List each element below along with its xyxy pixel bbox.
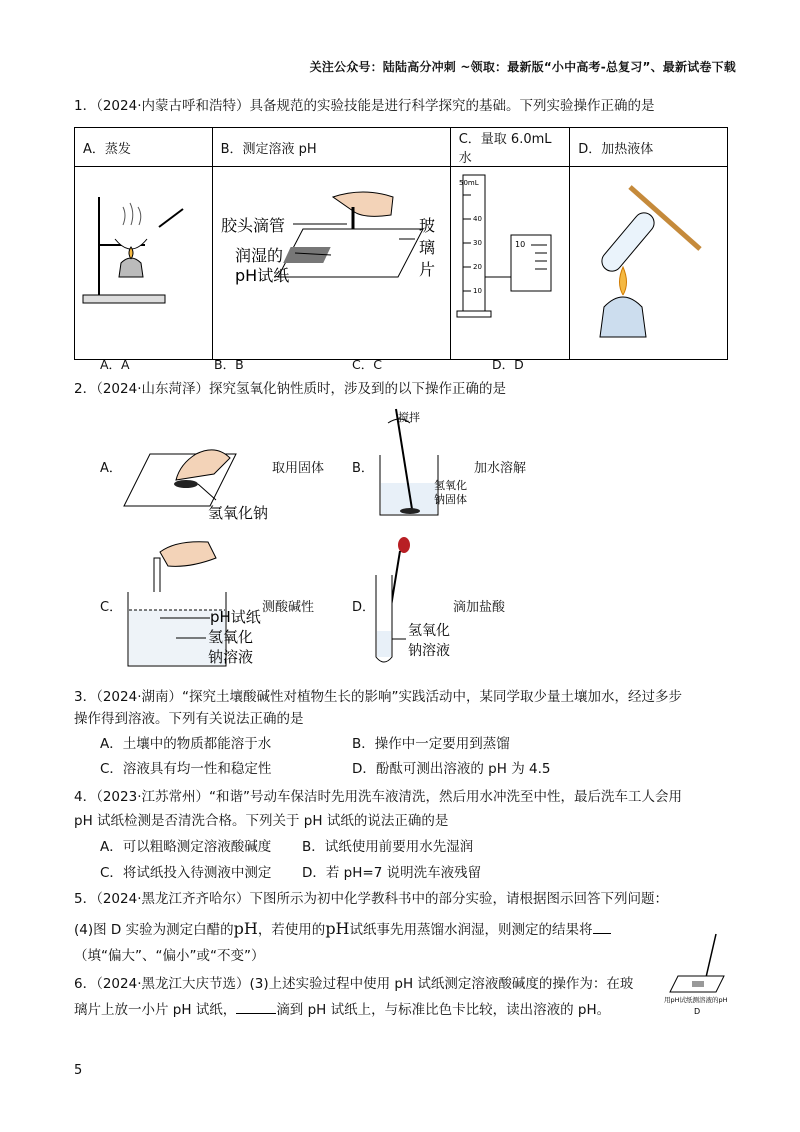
q1-figure-b: [212, 167, 450, 360]
cyl-mark-40: 40: [472, 215, 482, 223]
glass-label-3: 片: [418, 260, 435, 279]
ph-test-beaker-figure: [116, 532, 286, 672]
dissolve-beaker-figure: [366, 405, 476, 525]
wet-paper-label-2: pH试纸: [234, 266, 289, 285]
q1-answer-b[interactable]: B．B: [214, 357, 244, 372]
q1-stem: 1．（2024·内蒙古呼和浩特）具备规范的实验技能是进行科学探究的基础。下列实验操作正确的是: [74, 98, 655, 114]
q5-stem-line3: （填“偏大”、“偏小”或“不变”）: [74, 948, 265, 964]
q2b-label-2: 钠固体: [434, 493, 467, 506]
graduated-cylinder-icon: [451, 167, 569, 355]
q3-stem-line1: 3．（2024·湖南）“探究土壤酸碱性对植物生长的影响”实践活动中，某同学取少量土壤加水，经过多步: [74, 689, 682, 705]
evaporation-setup-icon: [75, 167, 211, 355]
q4-stem-line2: pH 试纸检测是否清洗合格。下列关于 pH 试纸的说法正确的是: [74, 813, 449, 829]
q2-letter-b[interactable]: B．: [352, 461, 374, 476]
q2a-label: 氢氧化钠: [208, 504, 269, 522]
q5-ph-2: pH: [325, 919, 350, 938]
q4-option-d[interactable]: D．若 pH=7 说明洗车液残留: [302, 865, 482, 881]
q4-stem-line1: 4．（2023·江苏常州）“和谐”号动车保洁时先用洗车液清洗，然后用水冲洗至中性，最后洗车工人会用: [74, 789, 682, 805]
q5-text-a: (4)图 D 实验为测定白醋的: [74, 922, 234, 938]
q1-figure-a: [75, 167, 213, 360]
q1-options-table: [74, 127, 728, 360]
q1-option-b: B．测定溶液 pH: [212, 128, 450, 167]
q1-answer-c[interactable]: C．C: [352, 357, 382, 372]
q5-text-c: 试纸事先用蒸馏水润湿，则测定的结果将: [349, 922, 593, 938]
fig-d-caption: 用pH试纸测溶液的pH: [664, 996, 728, 1004]
q2d-label-1: 氢氧化: [408, 623, 450, 639]
q5-stem-line1: 5．（2024·黑龙江齐齐哈尔）下图所示为初中化学教科书中的部分实验，请根据图示回答下列问题：: [74, 891, 668, 907]
fig-d-letter: D: [694, 1007, 701, 1016]
glass-label-2: 璃: [418, 238, 435, 257]
dropper-label: 胶头滴管: [220, 216, 285, 235]
q6-text-a: 璃片上放一小片 pH 试纸，: [74, 1002, 237, 1018]
q6-answer-blank[interactable]: [236, 1001, 276, 1014]
take-solid-figure: [120, 440, 290, 530]
q2-letter-c[interactable]: C．: [100, 600, 123, 615]
page-number: 5: [74, 1063, 83, 1078]
q5-stem-line2: [74, 918, 611, 941]
q2c-label-1: 氢氧化: [208, 628, 254, 646]
q1-answer-d[interactable]: D．D: [492, 357, 524, 372]
add-acid-tube-figure: [366, 535, 466, 670]
q2-caption-b: 加水溶解: [474, 461, 527, 476]
q2-caption-a: 取用固体: [272, 461, 325, 476]
q4-option-c[interactable]: C．将试纸投入待测液中测定: [100, 865, 272, 881]
heating-liquid-icon: [570, 167, 726, 355]
cyl-mark-50: 50mL: [458, 179, 479, 187]
q1-figure-c: [450, 167, 570, 360]
q1-option-d: D．加热液体: [570, 128, 728, 167]
q2c-label-2: 钠溶液: [208, 648, 254, 666]
q5-ph-1: pH: [233, 919, 258, 938]
q1-figure-d: [570, 167, 728, 360]
q5-text-b: ，若使用的: [257, 922, 326, 938]
q2-letter-a[interactable]: A．: [100, 461, 122, 476]
stir-label: 搅拌: [398, 411, 420, 424]
q1-answer-a[interactable]: A．A: [100, 357, 130, 372]
q2-letter-d[interactable]: D．: [352, 600, 376, 615]
glass-label-1: 玻: [418, 216, 435, 235]
ph-test-setup-icon: [213, 167, 449, 355]
cyl-mark-10: 10: [472, 287, 482, 295]
q1-option-c: C．量取 6.0mL 水: [450, 128, 570, 167]
q3-option-c[interactable]: C．溶液具有均一性和稳定性: [100, 761, 272, 777]
wet-paper-label-1: 润湿的: [234, 246, 283, 265]
zoom-mark-10: 10: [514, 240, 525, 249]
q2d-label-2: 钠溶液: [408, 643, 450, 659]
q6-text-b: 滴到 pH 试纸上，与标准比色卡比较，读出溶液的 pH。: [276, 1002, 611, 1018]
q5-answer-blank[interactable]: [593, 921, 611, 934]
cyl-mark-30: 30: [472, 239, 482, 247]
ph-paper-test-figure: [664, 928, 740, 1018]
q3-option-a[interactable]: A．土壤中的物质都能溶于水: [100, 736, 272, 752]
q4-option-b[interactable]: B．试纸使用前要用水先湿润: [302, 839, 474, 855]
q2b-label-1: 氢氧化: [434, 479, 467, 492]
q3-option-d[interactable]: D．酚酞可测出溶液的 pH 为 4.5: [352, 761, 551, 777]
q2-caption-d: 滴加盐酸: [453, 600, 506, 615]
q2-stem: 2．（2024·山东菏泽）探究氢氧化钠性质时，涉及到的以下操作正确的是: [74, 381, 506, 397]
q2-caption-c: 测酸碱性: [262, 600, 315, 615]
q3-option-b[interactable]: B．操作中一定要用到蒸馏: [352, 736, 510, 752]
q6-stem-line1: 6．（2024·黑龙江大庆节选）(3)上述实验过程中使用 pH 试纸测定溶液酸碱度的操作为：在玻: [74, 976, 634, 992]
cyl-mark-20: 20: [472, 263, 482, 271]
q6-stem-line2: [74, 999, 610, 1021]
page-header: 关注公众号：陆陆高分冲刺 ~领取：最新版“小中高考-总复习”、最新试卷下载: [309, 60, 736, 74]
q1-option-a: A．蒸发: [75, 128, 213, 167]
q4-option-a[interactable]: A．可以粗略测定溶液酸碱度: [100, 839, 272, 855]
q2c-label-0: pH试纸: [210, 608, 261, 626]
q3-stem-line2: 操作得到溶液。下列有关说法正确的是: [74, 711, 304, 727]
